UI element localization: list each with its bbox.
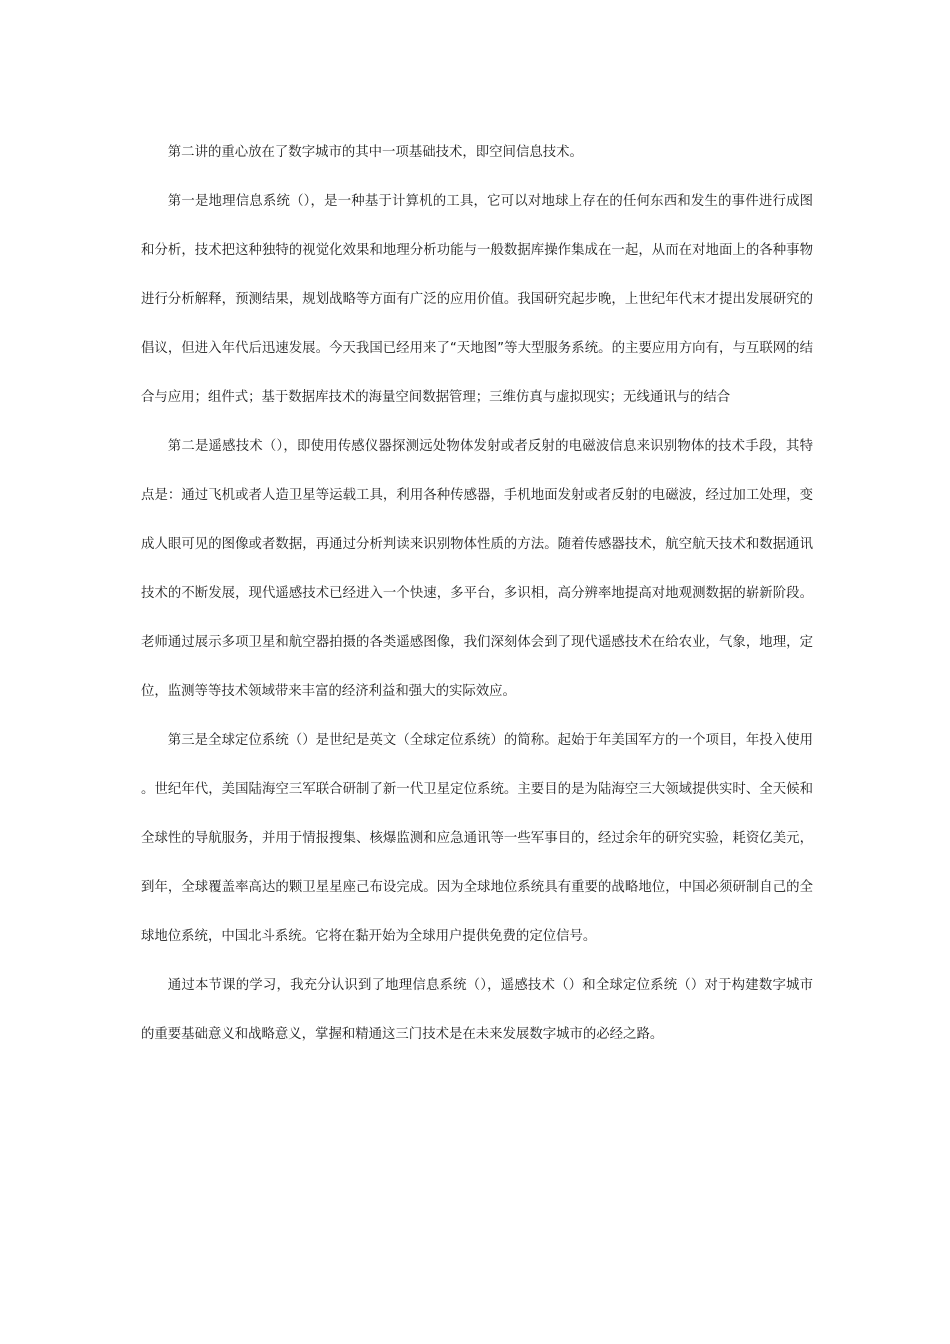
paragraph-remote-sensing: 第二是遥感技术（），即使用传感仪器探测远处物体发射或者反射的电磁波信息来识别物体的技术手段，其特点是：通过飞机或者人造卫星等运载工具，利用各种传感器，手机地面发射或者反射的电磁波，经过加工处理，变成人眼可见的图像或者数据，再通过分析判读来识别物体性质的方法。随着传感器技术，航空航天技术和数据通讯技术的不断发展，现代遥感技术已经进入一个快速，多平台，多识相，高分辨率地提高对地观测数据的崭新阶段。老师通过展示多项卫星和航空器拍摄的各类遥感图像，我们深刻体会到了现代遥感技术在给农业，气象，地理，定位，监测等等技术领域带来丰富的经济利益和强大的实际效应。 xyxy=(141,439,813,699)
paragraph-conclusion: 通过本节课的学习，我充分认识到了地理信息系统（），遥感技术（）和全球定位系统（）对于构建数字城市的重要基础意义和战略意义，掌握和精通这三门技术是在未来发展数字城市的必经之路。 xyxy=(141,978,813,1042)
document-body xyxy=(141,128,813,1059)
paragraph-gis: 第一是地理信息系统（），是一种基于计算机的工具，它可以对地球上存在的任何东西和发生的事件进行成图和分析，技术把这种独特的视觉化效果和地理分析功能与一般数据库操作集成在一起，从而在对地面上的各种事物进行分析解释，预测结果，规划战略等方面有广泛的应用价值。我国研究起步晚，上世纪年代末才提出发展研究的倡议，但进入年代后迅速发展。今天我国已经用来了“天地图”等大型服务系统。的主要应用方向有，与互联网的结合与应用；组件式；基于数据库技术的海量空间数据管理；三维仿真与虚拟现实；无线通讯与的结合 xyxy=(141,194,813,405)
paragraph-gps: 第三是全球定位系统（）是世纪是英文（全球定位系统）的简称。起始于年美国军方的一个项目，年投入使用。世纪年代，美国陆海空三军联合研制了新一代卫星定位系统。主要目的是为陆海空三大领域提供实时、全天候和全球性的导航服务，并用于情报搜集、核爆监测和应急通讯等一些军事目的，经过余年的研究实验，耗资亿美元，到年，全球覆盖率高达的颗卫星星座己布设完成。因为全球地位系统具有重要的战略地位，中国必须研制自己的全球地位系统，中国北斗系统。它将在黏开始为全球用户提供免费的定位信号。 xyxy=(141,733,813,944)
paragraph-intro: 第二讲的重心放在了数字城市的其中一项基础技术，即空间信息技术。 xyxy=(167,145,583,160)
